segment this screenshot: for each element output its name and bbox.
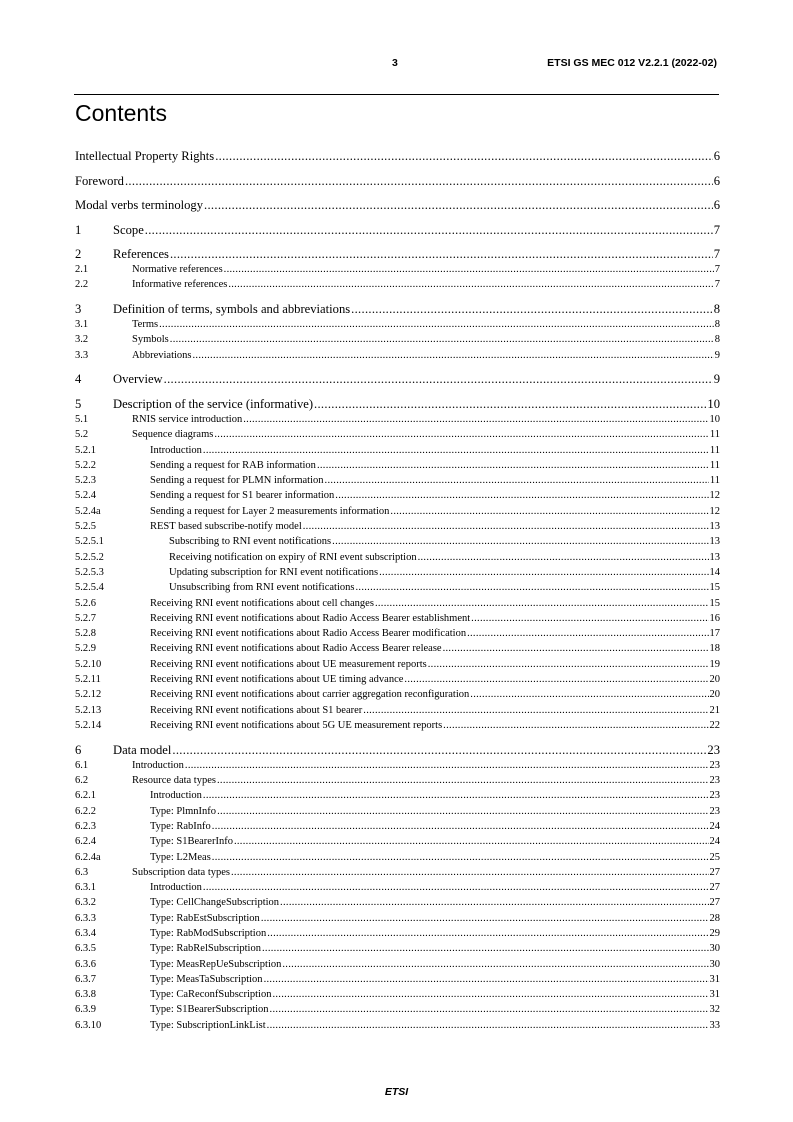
toc-entry[interactable] (75, 626, 720, 641)
toc-dot-leader (159, 317, 714, 332)
toc-entry-page: 23 (707, 742, 720, 757)
toc-entry-number: 6.2 (75, 775, 89, 787)
toc-entry-number: 3.3 (75, 349, 89, 361)
footer-etsi: ETSI (384, 1086, 409, 1098)
toc-entry-number: 5.2.14 (75, 719, 102, 731)
toc-entry-title: Type: PlmnInfo (150, 805, 217, 817)
toc-entry-title: Normative references (132, 264, 223, 275)
toc-entry-title: Data model (113, 742, 172, 757)
toc-dot-leader (272, 987, 708, 1002)
toc-entry-page: 7 (713, 222, 720, 237)
toc-dot-leader (214, 427, 709, 442)
document-identifier: ETSI GS MEC 012 V2.2.1 (2022-02) (547, 57, 717, 69)
toc-entry[interactable] (75, 819, 720, 834)
toc-dot-leader (379, 565, 708, 580)
toc-entry[interactable] (75, 611, 720, 626)
toc-entry-page: 10 (707, 396, 720, 411)
toc-entry[interactable] (75, 262, 720, 277)
toc-entry-number: 6.3.3 (75, 912, 96, 924)
toc-entry-title: Definition of terms, symbols and abbreviations (113, 302, 351, 317)
toc-entry-number: 5 (75, 396, 82, 411)
toc-entry-number: 6.3.8 (75, 989, 96, 1001)
toc-entry-number: 5.2.4 (75, 490, 96, 502)
toc-entry-title: Receiving RNI event notifications about Radio Access Bearer release (150, 643, 442, 655)
toc-entry-number: 6.2.3 (75, 820, 96, 832)
toc-entry[interactable] (75, 596, 720, 611)
toc-dot-leader (212, 819, 709, 834)
toc-entry-page: 10 (709, 413, 720, 425)
toc-entry[interactable] (75, 173, 720, 189)
toc-entry-page: 30 (709, 958, 720, 970)
toc-entry-title: Sending a request for RAB information (150, 459, 316, 471)
toc-entry-number: 2.2 (75, 279, 89, 291)
toc-dot-leader (217, 804, 708, 819)
toc-entry-number: 5.2.12 (75, 689, 102, 701)
toc-entry-number: 4 (75, 372, 82, 387)
toc-entry-title: Receiving RNI event notifications about UE measurement reports (150, 658, 427, 670)
toc-entry-page: 23 (709, 775, 720, 787)
toc-entry[interactable] (75, 565, 720, 580)
toc-dot-leader (375, 596, 709, 611)
toc-entry-page: 7 (714, 264, 720, 275)
toc-entry[interactable] (75, 742, 720, 758)
toc-entry-title: Sending a request for Layer 2 measurements information (150, 505, 390, 517)
toc-dot-leader (203, 443, 709, 458)
toc-entry-page: 29 (709, 927, 720, 939)
toc-entry[interactable] (75, 804, 720, 819)
toc-entry[interactable] (75, 657, 720, 672)
toc-dot-leader (335, 488, 708, 503)
toc-entry-title: References (113, 247, 169, 261)
toc-entry-number: 5.2.1 (75, 444, 96, 456)
toc-entry-page: 20 (709, 674, 720, 686)
toc-entry-page: 27 (709, 866, 720, 878)
toc-entry-number: 5.2.10 (75, 658, 102, 670)
toc-entry-number: 3.2 (75, 334, 89, 346)
toc-dot-leader (264, 972, 709, 987)
toc-entry[interactable] (75, 396, 720, 412)
toc-entry[interactable] (75, 850, 720, 865)
toc-entry-page: 23 (709, 805, 720, 817)
toc-entry-page: 15 (709, 582, 720, 594)
table-of-contents (75, 140, 720, 1033)
toc-entry-page: 22 (709, 719, 720, 731)
toc-entry-title: Subscription data types (132, 866, 230, 878)
toc-entry-title: Type: S1BearerSubscription (150, 1004, 269, 1016)
toc-dot-leader (215, 148, 713, 164)
toc-dot-leader (390, 504, 708, 519)
toc-entry-page: 25 (709, 851, 720, 863)
toc-entry-title: Foreword (75, 173, 124, 188)
toc-entry-number: 1 (75, 222, 82, 237)
toc-entry-page: 16 (709, 612, 720, 624)
toc-entry-page: 6 (713, 149, 720, 163)
toc-entry-title: Type: RabRelSubscription (150, 943, 261, 955)
toc-entry-number: 6 (75, 742, 82, 757)
toc-entry[interactable] (75, 371, 720, 387)
toc-entry-page: 31 (709, 989, 720, 1001)
toc-entry[interactable] (75, 880, 720, 895)
toc-entry[interactable] (75, 443, 720, 458)
toc-entry-number: 6.3 (75, 866, 89, 878)
toc-dot-leader (470, 687, 708, 702)
toc-entry-title: Receiving notification on expiry of RNI event subscription (169, 551, 417, 563)
toc-entry-number: 5.1 (75, 413, 89, 425)
toc-entry-title: Resource data types (132, 775, 216, 787)
toc-entry[interactable] (75, 987, 720, 1002)
toc-dot-leader (224, 262, 714, 277)
toc-dot-leader (282, 957, 708, 972)
toc-entry-title: Receiving RNI event notifications about UE timing advance (150, 674, 404, 686)
toc-entry-page: 28 (709, 912, 720, 924)
toc-entry-title: Terms (132, 319, 159, 331)
toc-entry-number: 2.1 (75, 264, 89, 275)
toc-entry-number: 6.3.6 (75, 958, 96, 970)
toc-entry-page: 9 (713, 372, 720, 387)
toc-dot-leader (185, 758, 709, 773)
toc-entry-title: Type: SubscriptionLinkList (150, 1019, 266, 1031)
toc-entry-page: 15 (709, 597, 720, 609)
toc-entry-number: 5.2.11 (75, 674, 101, 686)
toc-entry[interactable] (75, 1018, 720, 1033)
toc-entry-page: 13 (709, 521, 720, 533)
toc-entry-number: 6.2.2 (75, 805, 96, 817)
toc-entry-title: Type: MeasTaSubscription (150, 973, 263, 985)
toc-dot-leader (351, 301, 713, 317)
toc-dot-leader (204, 197, 713, 213)
toc-dot-leader (267, 1018, 709, 1033)
toc-dot-leader (471, 611, 708, 626)
toc-entry-page: 11 (709, 475, 720, 487)
toc-entry-title: Sequence diagrams (132, 429, 214, 441)
toc-entry-number: 6.3.2 (75, 897, 96, 909)
toc-entry[interactable] (75, 222, 720, 238)
toc-dot-leader (170, 332, 714, 347)
toc-entry[interactable] (75, 865, 720, 880)
toc-entry-number: 5.2.5.4 (75, 582, 104, 594)
toc-dot-leader (203, 788, 709, 803)
toc-entry-number: 6.1 (75, 759, 89, 771)
toc-entry-number: 3.1 (75, 319, 89, 331)
toc-dot-leader (303, 519, 709, 534)
toc-dot-leader (467, 626, 708, 641)
toc-entry-page: 31 (709, 973, 720, 985)
toc-entry-title: Type: L2Meas (150, 851, 211, 863)
toc-dot-leader (217, 773, 709, 788)
toc-entry-title: Receiving RNI event notifications about Radio Access Bearer modification (150, 628, 467, 640)
toc-dot-leader (443, 641, 709, 656)
toc-entry-page: 8 (714, 334, 720, 346)
toc-entry-page: 6 (713, 198, 720, 212)
toc-entry-number: 6.3.1 (75, 882, 96, 894)
toc-entry-title: Type: MeasRepUeSubscription (150, 958, 282, 970)
toc-entry[interactable] (75, 718, 720, 733)
toc-dot-leader (170, 246, 713, 262)
toc-entry-page: 30 (709, 943, 720, 955)
toc-dot-leader (228, 277, 713, 292)
toc-entry-number: 3 (75, 302, 82, 317)
toc-entry-number: 5.2.6 (75, 597, 96, 609)
toc-entry-page: 20 (709, 689, 720, 701)
toc-dot-leader (212, 850, 709, 865)
toc-entry-title: Modal verbs terminology (75, 198, 204, 212)
toc-entry-number: 6.3.10 (75, 1019, 102, 1031)
toc-entry-number: 5.2.5.3 (75, 566, 104, 578)
toc-entry-title: Introduction (150, 882, 202, 894)
toc-entry[interactable] (75, 473, 720, 488)
toc-entry-title: Unsubscribing from RNI event notifications (169, 582, 355, 594)
toc-entry[interactable] (75, 911, 720, 926)
toc-entry-number: 5.2 (75, 429, 89, 441)
toc-entry[interactable] (75, 672, 720, 687)
toc-dot-leader (332, 534, 708, 549)
toc-dot-leader (203, 880, 709, 895)
toc-entry-page: 13 (709, 536, 720, 548)
toc-entry-number: 6.3.9 (75, 1004, 96, 1016)
toc-entry-number: 6.3.5 (75, 943, 96, 955)
toc-entry[interactable] (75, 972, 720, 987)
toc-entry-page: 14 (709, 566, 720, 578)
toc-dot-leader (164, 371, 713, 387)
toc-entry-title: Scope (113, 222, 144, 237)
toc-entry-number: 6.2.1 (75, 790, 96, 802)
toc-dot-leader (262, 941, 709, 956)
toc-entry[interactable] (75, 687, 720, 702)
toc-entry-title: Receiving RNI event notifications about Radio Access Bearer establishment (150, 612, 471, 624)
toc-entry[interactable] (75, 277, 720, 292)
toc-dot-leader (234, 834, 709, 849)
toc-entry-number: 5.2.3 (75, 475, 96, 487)
toc-entry-title: Receiving RNI event notifications about cell changes (150, 597, 374, 609)
toc-entry[interactable] (75, 641, 720, 656)
page-number: 3 (392, 57, 398, 69)
toc-entry-page: 12 (709, 505, 720, 517)
toc-entry-page: 17 (709, 628, 720, 640)
toc-dot-leader (145, 222, 713, 238)
toc-entry[interactable] (75, 332, 720, 347)
toc-entry[interactable] (75, 534, 720, 549)
toc-dot-leader (355, 580, 708, 595)
toc-dot-leader (193, 348, 714, 363)
toc-entry-title: Symbols (132, 334, 169, 346)
toc-dot-leader (125, 173, 713, 189)
toc-entry-title: Sending a request for PLMN information (150, 475, 324, 487)
toc-entry-number: 2 (75, 247, 82, 261)
toc-entry-title: Receiving RNI event notifications about 5G UE measurement reports (150, 719, 443, 731)
toc-dot-leader (363, 703, 708, 718)
toc-dot-leader (428, 657, 709, 672)
toc-entry-page: 11 (709, 429, 720, 441)
toc-entry-page: 12 (709, 490, 720, 502)
toc-entry-page: 27 (709, 897, 720, 909)
toc-entry-page: 8 (714, 319, 720, 331)
header-rule (74, 94, 719, 95)
toc-entry-title: Updating subscription for RNI event notifications (169, 566, 379, 578)
toc-entry[interactable] (75, 504, 720, 519)
toc-entry[interactable] (75, 1002, 720, 1017)
toc-entry-title: Type: CaReconfSubscription (150, 989, 272, 1001)
toc-entry[interactable] (75, 246, 720, 262)
toc-entry-page: 18 (709, 643, 720, 655)
toc-entry-number: 5.2.5.2 (75, 551, 104, 563)
toc-entry[interactable] (75, 550, 720, 565)
toc-entry-title: Description of the service (informative) (113, 396, 314, 411)
toc-entry-number: 5.2.2 (75, 459, 96, 471)
toc-entry-number: 6.3.7 (75, 973, 96, 985)
toc-entry-title: Subscribing to RNI event notifications (169, 536, 332, 548)
toc-entry-title: Type: RabInfo (150, 820, 211, 832)
toc-entry-title: Introduction (150, 444, 202, 456)
toc-entry-title: Intellectual Property Rights (75, 149, 215, 163)
toc-entry-page: 23 (709, 790, 720, 802)
toc-entry-title: Abbreviations (132, 349, 192, 361)
toc-entry-page: 7 (714, 279, 720, 291)
toc-dot-leader (317, 458, 709, 473)
toc-entry-page: 23 (709, 759, 720, 771)
toc-entry[interactable] (75, 488, 720, 503)
toc-entry[interactable] (75, 519, 720, 534)
toc-entry-number: 5.2.13 (75, 704, 102, 716)
toc-entry[interactable] (75, 758, 720, 773)
toc-entry-number: 5.2.5.1 (75, 536, 104, 548)
toc-entry[interactable] (75, 197, 720, 213)
toc-entry[interactable] (75, 412, 720, 427)
toc-entry-title: Overview (113, 372, 163, 387)
toc-dot-leader (231, 865, 709, 880)
toc-entry-number: 6.2.4 (75, 836, 96, 848)
toc-entry[interactable] (75, 788, 720, 803)
toc-entry-page: 19 (709, 658, 720, 670)
toc-entry-page: 8 (713, 302, 720, 317)
toc-entry[interactable] (75, 317, 720, 332)
toc-entry-title: Type: RabEstSubscription (150, 912, 260, 924)
toc-dot-leader (280, 895, 708, 910)
toc-entry-page: 24 (709, 820, 720, 832)
toc-entry-number: 5.2.8 (75, 628, 96, 640)
toc-entry-page: 32 (709, 1004, 720, 1016)
toc-dot-leader (261, 911, 709, 926)
toc-entry[interactable] (75, 148, 720, 164)
toc-entry-number: 6.3.4 (75, 927, 96, 939)
toc-entry-title: Type: RabModSubscription (150, 927, 267, 939)
toc-entry[interactable] (75, 926, 720, 941)
toc-dot-leader (404, 672, 708, 687)
toc-entry-page: 27 (709, 882, 720, 894)
toc-entry-page: 11 (709, 444, 720, 456)
toc-dot-leader (418, 550, 709, 565)
toc-entry-title: REST based subscribe-notify model (150, 521, 302, 533)
toc-entry-title: Introduction (150, 790, 202, 802)
toc-entry-number: 5.2.9 (75, 643, 96, 655)
toc-entry-page: 9 (714, 349, 720, 361)
toc-entry[interactable] (75, 427, 720, 442)
toc-entry[interactable] (75, 957, 720, 972)
toc-entry-title: RNIS service introduction (132, 413, 243, 425)
toc-entry-title: Receiving RNI event notifications about S1 bearer (150, 704, 363, 716)
toc-entry-page: 13 (709, 551, 720, 563)
toc-entry-page: 33 (709, 1019, 720, 1031)
toc-entry-title: Introduction (132, 759, 184, 771)
toc-entry-page: 7 (713, 247, 720, 261)
toc-entry[interactable] (75, 348, 720, 363)
toc-entry-number: 5.2.4a (75, 505, 101, 517)
contents-heading: Contents (75, 100, 168, 126)
toc-entry-title: Type: S1BearerInfo (150, 836, 233, 848)
toc-entry-title: Sending a request for S1 bearer information (150, 490, 335, 502)
toc-entry[interactable] (75, 773, 720, 788)
toc-dot-leader (267, 926, 708, 941)
toc-dot-leader (325, 473, 709, 488)
toc-entry[interactable] (75, 580, 720, 595)
toc-dot-leader (270, 1002, 709, 1017)
toc-entry[interactable] (75, 834, 720, 849)
toc-entry-page: 24 (709, 836, 720, 848)
toc-entry-page: 11 (709, 459, 720, 471)
toc-entry[interactable] (75, 703, 720, 718)
toc-entry-page: 21 (709, 704, 720, 716)
toc-dot-leader (172, 742, 706, 758)
toc-entry-number: 5.2.5 (75, 521, 96, 533)
toc-entry-number: 5.2.7 (75, 612, 96, 624)
toc-entry-title: Receiving RNI event notifications about carrier aggregation reconfiguration (150, 689, 470, 701)
toc-dot-leader (443, 718, 708, 733)
toc-entry[interactable] (75, 301, 720, 317)
toc-entry-page: 6 (713, 173, 720, 188)
toc-entry[interactable] (75, 458, 720, 473)
toc-entry-title: Type: CellChangeSubscription (150, 897, 280, 909)
toc-entry[interactable] (75, 941, 720, 956)
toc-entry-title: Informative references (132, 279, 228, 291)
toc-entry[interactable] (75, 895, 720, 910)
toc-dot-leader (243, 412, 708, 427)
toc-dot-leader (314, 396, 706, 412)
toc-entry-number: 6.2.4a (75, 851, 101, 863)
